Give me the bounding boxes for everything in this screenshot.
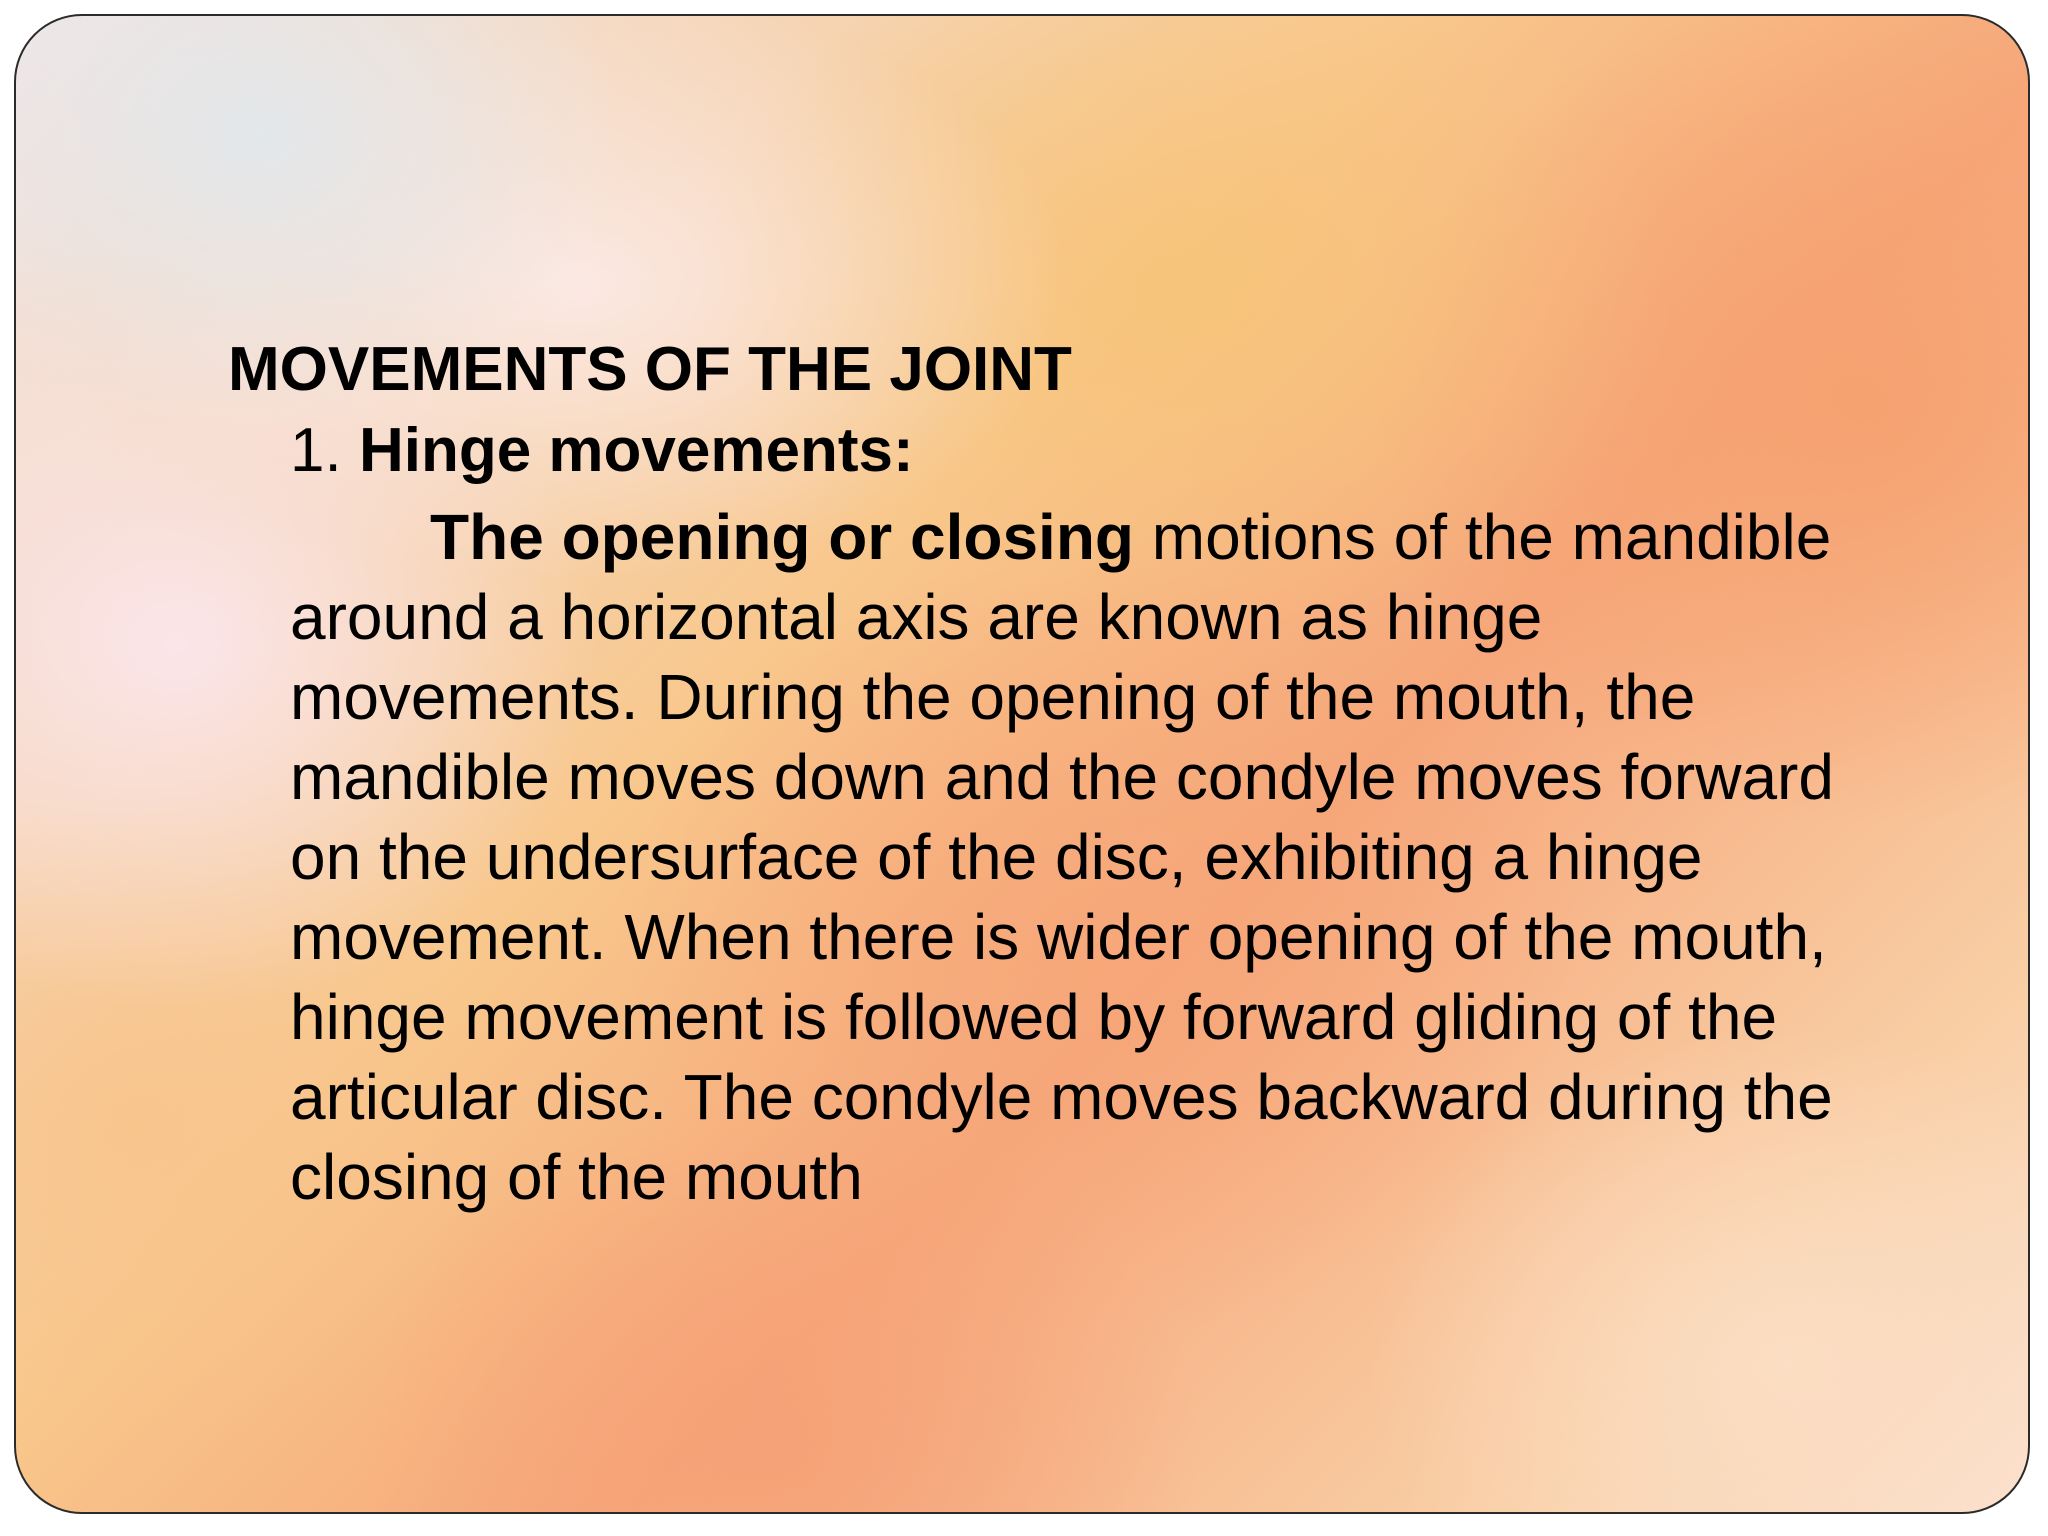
slide [14, 14, 2030, 1514]
body-paragraph [290, 497, 1850, 1217]
list-item-hinge-movements [290, 415, 1868, 486]
list-item-title: Hinge movements: [358, 416, 914, 486]
paragraph-bold-lead: The opening or closing [430, 500, 1134, 573]
slide-heading: MOVEMENTS OF THE JOINT [228, 335, 1072, 404]
list-item-number: 1. [290, 416, 342, 486]
paragraph-text: motions of the mandible around a horizontal axis are known as hinge movements. During the opening of the mouth, the mandible moves down and the condyle moves forward on the undersurface of the disc, exhibiting a hinge movement. When there is wider opening of the mouth, hinge movement is followed by forward gliding of the articular disc. The condyle moves backward during the closing of the mouth [290, 500, 1834, 1213]
slide-content [228, 334, 1868, 1217]
